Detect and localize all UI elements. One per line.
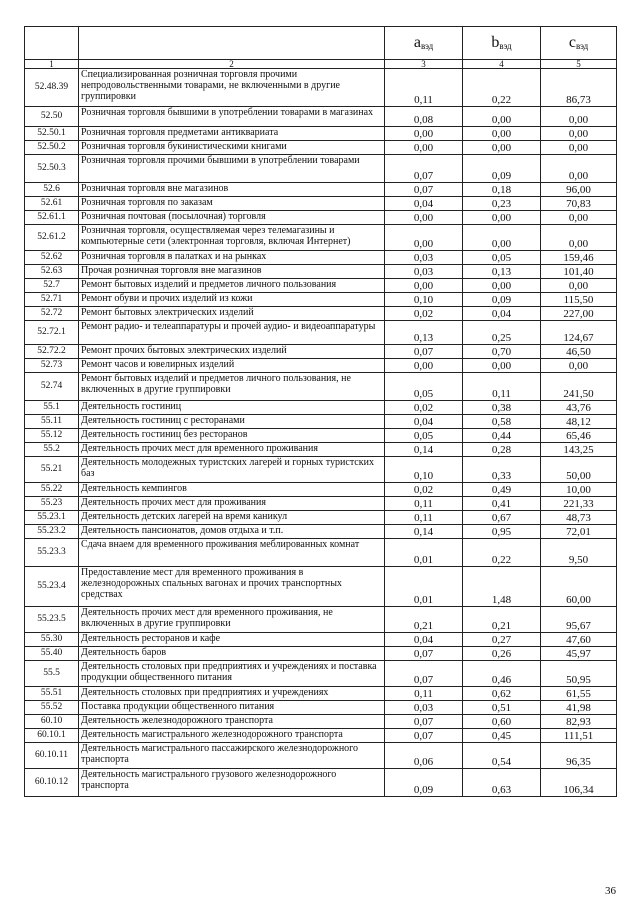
row-value-a: 0,00 [385, 279, 463, 293]
row-value-b: 0,09 [463, 155, 541, 183]
row-code: 55.22 [25, 483, 79, 497]
row-code: 55.23.5 [25, 607, 79, 633]
row-value-c: 241,50 [541, 373, 617, 401]
row-name: Деятельность гостиниц без ресторанов [79, 429, 385, 443]
row-code: 52.61.1 [25, 211, 79, 225]
row-code: 55.2 [25, 443, 79, 457]
table-row [25, 141, 617, 155]
row-value-a: 0,07 [385, 729, 463, 743]
table-row [25, 743, 617, 769]
table-row [25, 197, 617, 211]
row-value-a: 0,13 [385, 321, 463, 345]
row-value-b: 0,49 [463, 483, 541, 497]
row-value-b: 0,18 [463, 183, 541, 197]
row-value-a: 0,07 [385, 155, 463, 183]
row-value-c: 82,93 [541, 715, 617, 729]
row-code: 55.5 [25, 661, 79, 687]
row-value-c: 124,67 [541, 321, 617, 345]
row-value-c: 0,00 [541, 155, 617, 183]
table-row [25, 715, 617, 729]
header-c-sub: вэд [575, 40, 589, 51]
table-row [25, 429, 617, 443]
row-value-b: 0,00 [463, 107, 541, 127]
table-row [25, 225, 617, 251]
row-name: Деятельность магистрального железнодорожного транспорта [79, 729, 385, 743]
table-row [25, 251, 617, 265]
row-value-a: 0,09 [385, 769, 463, 797]
row-value-b: 0,28 [463, 443, 541, 457]
row-value-c: 72,01 [541, 525, 617, 539]
row-value-c: 86,73 [541, 69, 617, 107]
row-name: Ремонт бытовых электрических изделий [79, 307, 385, 321]
table-row [25, 701, 617, 715]
row-name: Деятельность железнодорожного транспорта [79, 715, 385, 729]
table-row [25, 415, 617, 429]
row-value-a: 0,03 [385, 701, 463, 715]
row-value-c: 143,25 [541, 443, 617, 457]
row-name: Розничная торговля вне магазинов [79, 183, 385, 197]
row-code: 60.10.11 [25, 743, 79, 769]
row-value-c: 0,00 [541, 225, 617, 251]
row-value-a: 0,03 [385, 251, 463, 265]
header-a [385, 27, 463, 60]
row-value-c: 48,73 [541, 511, 617, 525]
row-value-a: 0,00 [385, 127, 463, 141]
row-value-b: 0,05 [463, 251, 541, 265]
row-value-b: 0,00 [463, 279, 541, 293]
table-body [25, 69, 617, 797]
row-value-a: 0,11 [385, 511, 463, 525]
row-code: 55.30 [25, 633, 79, 647]
row-value-b: 0,54 [463, 743, 541, 769]
row-value-c: 106,34 [541, 769, 617, 797]
row-code: 60.10.12 [25, 769, 79, 797]
row-value-c: 95,67 [541, 607, 617, 633]
row-value-c: 227,00 [541, 307, 617, 321]
row-name: Деятельность столовых при предприятиях и учреждениях и поставка продукции общественного питания [79, 661, 385, 687]
row-name: Розничная торговля в палатках и на рынках [79, 251, 385, 265]
table-row [25, 211, 617, 225]
row-name: Розничная торговля, осуществляемая через телемагазины и компьютерные сети (электронная торговля, включая Интернет) [79, 225, 385, 251]
row-value-b: 1,48 [463, 567, 541, 607]
row-value-b: 0,00 [463, 141, 541, 155]
row-name: Ремонт бытовых изделий и предметов личного пользования, не включенных в другие группировки [79, 373, 385, 401]
row-code: 52.73 [25, 359, 79, 373]
row-value-a: 0,11 [385, 497, 463, 511]
row-code: 52.50.2 [25, 141, 79, 155]
row-name: Деятельность прочих мест для временного проживания, не включенных в другие группировки [79, 607, 385, 633]
table-row [25, 769, 617, 797]
row-code: 55.23.2 [25, 525, 79, 539]
row-name: Ремонт прочих бытовых электрических изделий [79, 345, 385, 359]
page-number: 36 [605, 885, 616, 897]
row-code: 60.10.1 [25, 729, 79, 743]
row-code: 52.50 [25, 107, 79, 127]
row-value-b: 0,60 [463, 715, 541, 729]
row-name: Деятельность прочих мест для временного проживания [79, 443, 385, 457]
table-row [25, 373, 617, 401]
row-value-b: 0,63 [463, 769, 541, 797]
row-value-c: 45,97 [541, 647, 617, 661]
header-row [25, 27, 617, 60]
row-name: Предоставление мест для временного проживания в железнодорожных спальных вагонах и прочих транспортных средствах [79, 567, 385, 607]
row-code: 55.12 [25, 429, 79, 443]
row-value-c: 0,00 [541, 359, 617, 373]
row-code: 55.21 [25, 457, 79, 483]
header-code-cell [25, 27, 79, 60]
table-row [25, 155, 617, 183]
row-value-a: 0,00 [385, 141, 463, 155]
row-value-a: 0,01 [385, 539, 463, 567]
row-value-c: 0,00 [541, 141, 617, 155]
row-name: Сдача внаем для временного проживания меблированных комнат [79, 539, 385, 567]
row-value-a: 0,21 [385, 607, 463, 633]
row-value-c: 60,00 [541, 567, 617, 607]
row-name: Деятельность ресторанов и кафе [79, 633, 385, 647]
row-code: 52.61.2 [25, 225, 79, 251]
row-value-b: 0,09 [463, 293, 541, 307]
row-value-c: 96,00 [541, 183, 617, 197]
row-value-a: 0,07 [385, 661, 463, 687]
row-code: 52.50.3 [25, 155, 79, 183]
row-value-c: 0,00 [541, 107, 617, 127]
row-value-a: 0,03 [385, 265, 463, 279]
header-b-letter: b [491, 33, 500, 51]
row-value-b: 0,41 [463, 497, 541, 511]
column-number: 5 [541, 60, 617, 69]
row-code: 52.6 [25, 183, 79, 197]
row-name: Розничная торговля предметами антиквариата [79, 127, 385, 141]
row-value-b: 0,22 [463, 69, 541, 107]
column-number: 1 [25, 60, 79, 69]
row-code: 52.72 [25, 307, 79, 321]
row-name: Ремонт радио- и телеаппаратуры и прочей аудио- и видеоаппаратуры [79, 321, 385, 345]
row-value-b: 0,44 [463, 429, 541, 443]
row-name: Деятельность гостиниц [79, 401, 385, 415]
table-row [25, 443, 617, 457]
row-name: Деятельность молодежных туристских лагерей и горных туристских баз [79, 457, 385, 483]
row-value-a: 0,14 [385, 525, 463, 539]
row-value-c: 115,50 [541, 293, 617, 307]
row-value-c: 96,35 [541, 743, 617, 769]
column-number: 4 [463, 60, 541, 69]
header-name-cell [79, 27, 385, 60]
row-value-a: 0,10 [385, 293, 463, 307]
row-value-b: 0,95 [463, 525, 541, 539]
table-row [25, 633, 617, 647]
table-row [25, 661, 617, 687]
table-row [25, 321, 617, 345]
row-value-a: 0,04 [385, 415, 463, 429]
row-value-a: 0,02 [385, 307, 463, 321]
row-value-a: 0,07 [385, 715, 463, 729]
row-value-a: 0,00 [385, 225, 463, 251]
row-value-c: 221,33 [541, 497, 617, 511]
row-code: 55.11 [25, 415, 79, 429]
row-code: 55.40 [25, 647, 79, 661]
row-value-a: 0,05 [385, 429, 463, 443]
row-value-b: 0,25 [463, 321, 541, 345]
row-code: 55.23.4 [25, 567, 79, 607]
row-name: Прочая розничная торговля вне магазинов [79, 265, 385, 279]
row-code: 52.72.2 [25, 345, 79, 359]
row-value-a: 0,00 [385, 359, 463, 373]
row-value-b: 0,27 [463, 633, 541, 647]
row-value-c: 70,83 [541, 197, 617, 211]
row-code: 52.72.1 [25, 321, 79, 345]
row-value-b: 0,00 [463, 225, 541, 251]
column-number: 3 [385, 60, 463, 69]
row-value-b: 0,67 [463, 511, 541, 525]
row-name: Розничная торговля по заказам [79, 197, 385, 211]
row-code: 52.63 [25, 265, 79, 279]
row-name: Поставка продукции общественного питания [79, 701, 385, 715]
row-code: 52.62 [25, 251, 79, 265]
row-name: Деятельность прочих мест для проживания [79, 497, 385, 511]
table-row [25, 401, 617, 415]
row-value-c: 65,46 [541, 429, 617, 443]
row-value-c: 50,95 [541, 661, 617, 687]
row-code: 52.61 [25, 197, 79, 211]
row-value-b: 0,00 [463, 127, 541, 141]
row-value-a: 0,01 [385, 567, 463, 607]
row-name: Специализированная розничная торговля прочими непродовольственными товарами, не включенными в другие группировки [79, 69, 385, 107]
row-name: Деятельность магистрального грузового железнодорожного транспорта [79, 769, 385, 797]
row-code: 60.10 [25, 715, 79, 729]
row-value-c: 46,50 [541, 345, 617, 359]
row-value-a: 0,05 [385, 373, 463, 401]
row-value-b: 0,23 [463, 197, 541, 211]
row-value-c: 111,51 [541, 729, 617, 743]
table-row [25, 729, 617, 743]
row-value-c: 0,00 [541, 127, 617, 141]
row-value-c: 43,76 [541, 401, 617, 415]
row-code: 52.50.1 [25, 127, 79, 141]
row-code: 55.51 [25, 687, 79, 701]
row-code: 52.71 [25, 293, 79, 307]
row-name: Ремонт часов и ювелирных изделий [79, 359, 385, 373]
row-value-a: 0,00 [385, 211, 463, 225]
header-b-sub: вэд [499, 40, 512, 51]
row-name: Розничная торговля бывшими в употреблении товарами в магазинах [79, 107, 385, 127]
table-row [25, 279, 617, 293]
row-value-c: 9,50 [541, 539, 617, 567]
table-row [25, 539, 617, 567]
row-code: 55.23.1 [25, 511, 79, 525]
table-row [25, 183, 617, 197]
column-number: 2 [79, 60, 385, 69]
row-name: Деятельность баров [79, 647, 385, 661]
row-value-b: 0,38 [463, 401, 541, 415]
table-row [25, 647, 617, 661]
row-value-c: 41,98 [541, 701, 617, 715]
row-value-a: 0,14 [385, 443, 463, 457]
row-code: 55.1 [25, 401, 79, 415]
row-value-a: 0,11 [385, 687, 463, 701]
table-row [25, 307, 617, 321]
row-value-c: 0,00 [541, 279, 617, 293]
row-name: Розничная торговля букинистическими книгами [79, 141, 385, 155]
row-value-c: 48,12 [541, 415, 617, 429]
table-row [25, 345, 617, 359]
row-value-b: 0,00 [463, 211, 541, 225]
column-number-row [25, 60, 617, 69]
row-name: Деятельность детских лагерей на время каникул [79, 511, 385, 525]
row-value-a: 0,07 [385, 647, 463, 661]
table-row [25, 293, 617, 307]
row-value-c: 50,00 [541, 457, 617, 483]
header-b [463, 27, 541, 60]
row-value-b: 0,45 [463, 729, 541, 743]
row-value-b: 0,58 [463, 415, 541, 429]
table-row [25, 483, 617, 497]
row-value-b: 0,46 [463, 661, 541, 687]
coefficients-table [24, 26, 617, 797]
table-row [25, 127, 617, 141]
row-code: 55.23 [25, 497, 79, 511]
table-row [25, 265, 617, 279]
table-row [25, 497, 617, 511]
row-value-b: 0,26 [463, 647, 541, 661]
row-name: Розничная почтовая (посылочная) торговля [79, 211, 385, 225]
row-value-b: 0,11 [463, 373, 541, 401]
row-value-a: 0,02 [385, 401, 463, 415]
table-row [25, 607, 617, 633]
header-a-letter: a [413, 33, 421, 51]
table-row [25, 457, 617, 483]
row-value-a: 0,07 [385, 183, 463, 197]
row-value-b: 0,70 [463, 345, 541, 359]
row-name: Деятельность кемпингов [79, 483, 385, 497]
row-value-a: 0,04 [385, 633, 463, 647]
row-name: Деятельность пансионатов, домов отдыха и т.п. [79, 525, 385, 539]
row-value-c: 47,60 [541, 633, 617, 647]
row-value-b: 0,22 [463, 539, 541, 567]
row-name: Ремонт обуви и прочих изделий из кожи [79, 293, 385, 307]
row-name: Розничная торговля прочими бывшими в употреблении товарами [79, 155, 385, 183]
row-value-a: 0,06 [385, 743, 463, 769]
row-value-a: 0,08 [385, 107, 463, 127]
row-name: Деятельность гостиниц с ресторанами [79, 415, 385, 429]
row-code: 52.7 [25, 279, 79, 293]
row-value-b: 0,00 [463, 359, 541, 373]
row-value-b: 0,04 [463, 307, 541, 321]
row-value-a: 0,10 [385, 457, 463, 483]
row-value-a: 0,11 [385, 69, 463, 107]
row-value-b: 0,33 [463, 457, 541, 483]
header-c-letter: c [568, 33, 576, 51]
header-a-sub: вэд [420, 40, 434, 51]
table-row [25, 525, 617, 539]
row-value-c: 101,40 [541, 265, 617, 279]
table-row [25, 107, 617, 127]
row-value-a: 0,04 [385, 197, 463, 211]
row-value-c: 10,00 [541, 483, 617, 497]
row-name: Ремонт бытовых изделий и предметов личного пользования [79, 279, 385, 293]
table-row [25, 687, 617, 701]
row-value-b: 0,51 [463, 701, 541, 715]
row-value-a: 0,02 [385, 483, 463, 497]
table-row [25, 69, 617, 107]
row-value-c: 159,46 [541, 251, 617, 265]
row-name: Деятельность столовых при предприятиях и учреждениях [79, 687, 385, 701]
row-value-b: 0,62 [463, 687, 541, 701]
row-code: 52.74 [25, 373, 79, 401]
row-code: 52.48.39 [25, 69, 79, 107]
row-value-c: 61,55 [541, 687, 617, 701]
row-code: 55.52 [25, 701, 79, 715]
row-value-a: 0,07 [385, 345, 463, 359]
row-name: Деятельность магистрального пассажирского железнодорожного транспорта [79, 743, 385, 769]
row-value-b: 0,13 [463, 265, 541, 279]
row-value-c: 0,00 [541, 211, 617, 225]
row-code: 55.23.3 [25, 539, 79, 567]
table-row [25, 359, 617, 373]
header-c [541, 27, 617, 60]
table-row [25, 567, 617, 607]
row-value-b: 0,21 [463, 607, 541, 633]
table-row [25, 511, 617, 525]
